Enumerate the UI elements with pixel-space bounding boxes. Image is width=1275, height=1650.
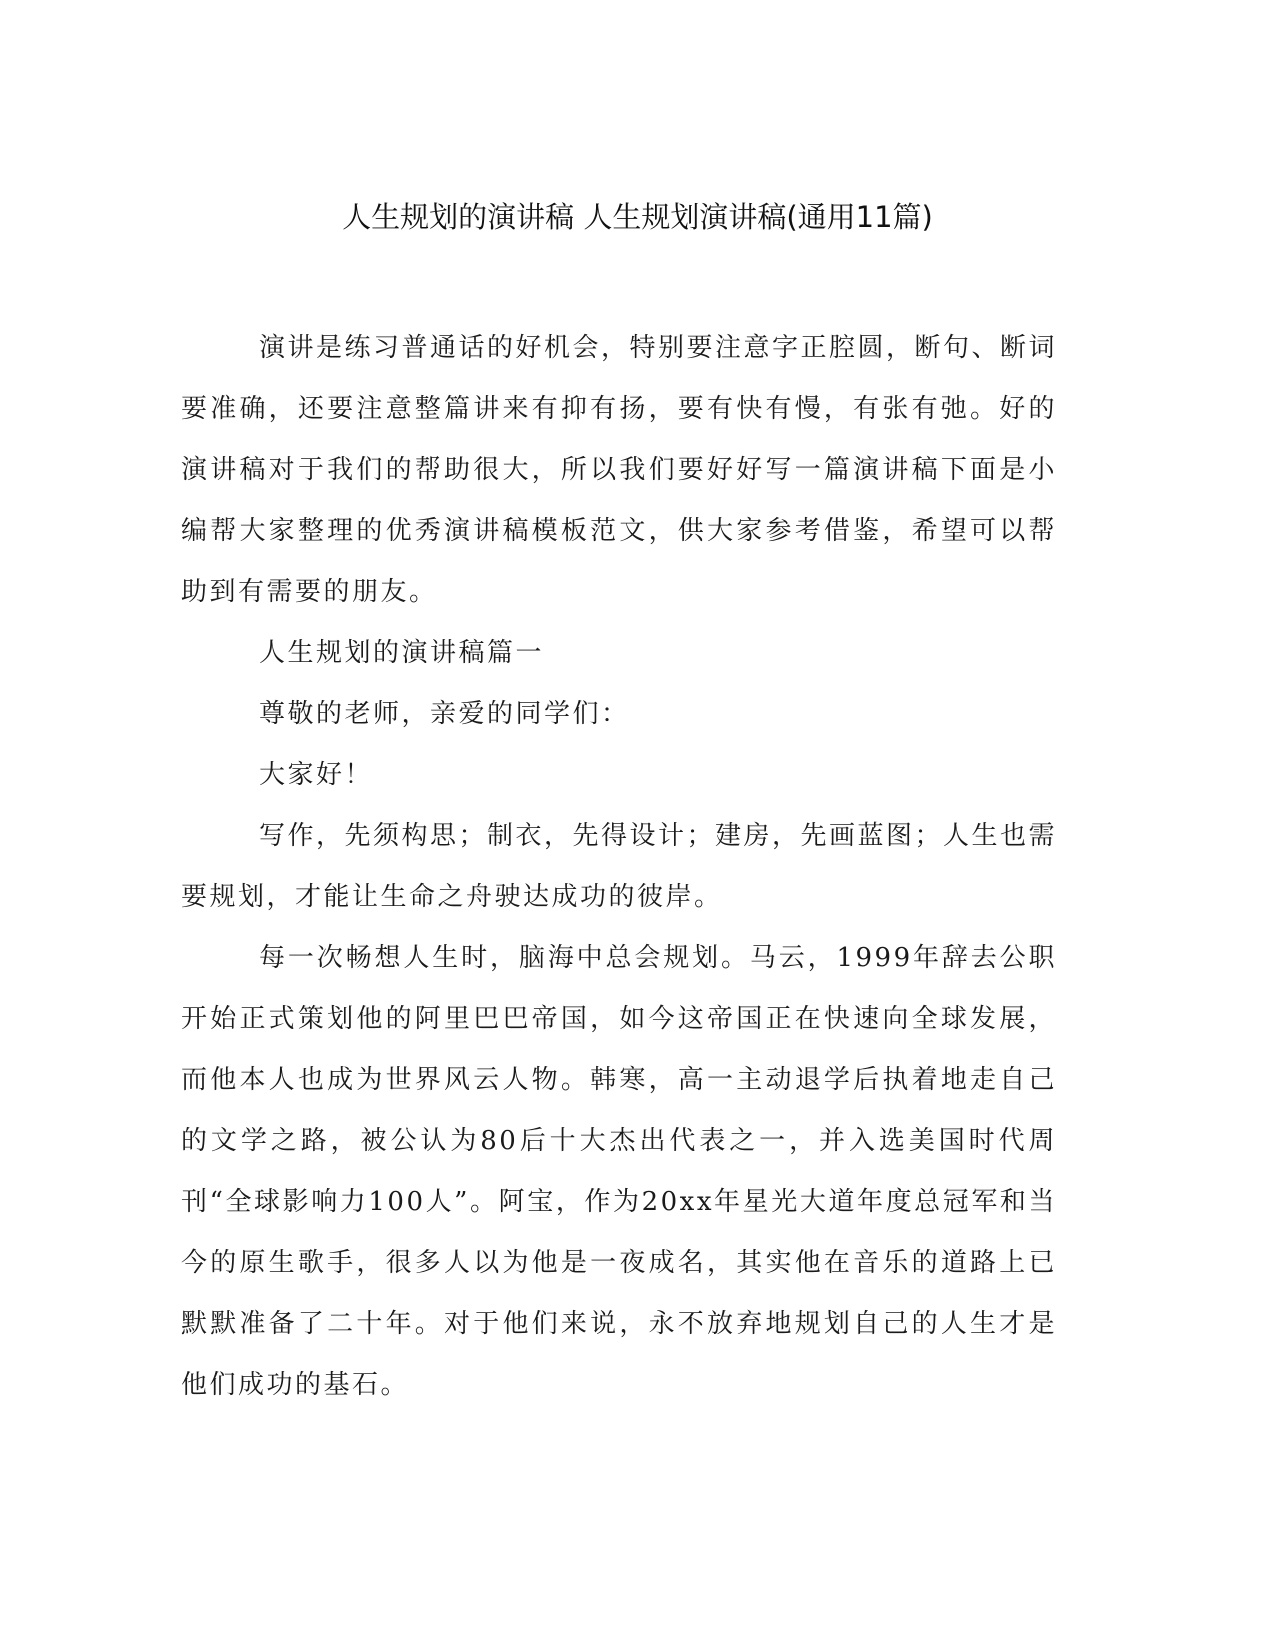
body-paragraph: 写作，先须构思；制衣，先得设计；建房，先画蓝图；人生也需要规划，才能让生命之舟驶达成功的彼岸。 xyxy=(181,821,1058,912)
body-paragraph: 每一次畅想人生时，脑海中总会规划。马云，1999年辞去公职开始正式策划他的阿里巴巴帝国，如今这帝国正在快速向全球发展，而他本人也成为世界风云人物。韩寒，高一主动退学后执着地走自己的文学之路，被公认为80后十大杰出代表之一，并入选美国时代周刊“全球影响力100人”。阿宝，作为20xx年星光大道年度总冠军和当今的原生歌手，很多人以为他是一夜成名，其实他在音乐的道路上已默默准备了二十年。对于他们来说，永不放弃地规划自己的人生才是他们成功的基石。 xyxy=(181,943,1057,1400)
salutation: 尊敬的老师，亲爱的同学们： xyxy=(259,699,630,729)
document-body xyxy=(181,318,1057,1416)
document-title: 人生规划的演讲稿 人生规划演讲稿(通用11篇) xyxy=(342,200,933,234)
greeting: 大家好！ xyxy=(259,760,374,790)
section-heading: 人生规划的演讲稿篇一 xyxy=(259,638,545,668)
intro-paragraph: 演讲是练习普通话的好机会，特别要注意字正腔圆，断句、断词要准确，还要注意整篇讲来有抑有扬，要有快有慢，有张有弛。好的演讲稿对于我们的帮助很大，所以我们要好好写一篇演讲稿下面是小编帮大家整理的优秀演讲稿模板范文，供大家参考借鉴，希望可以帮助到有需要的朋友。 xyxy=(181,333,1058,607)
